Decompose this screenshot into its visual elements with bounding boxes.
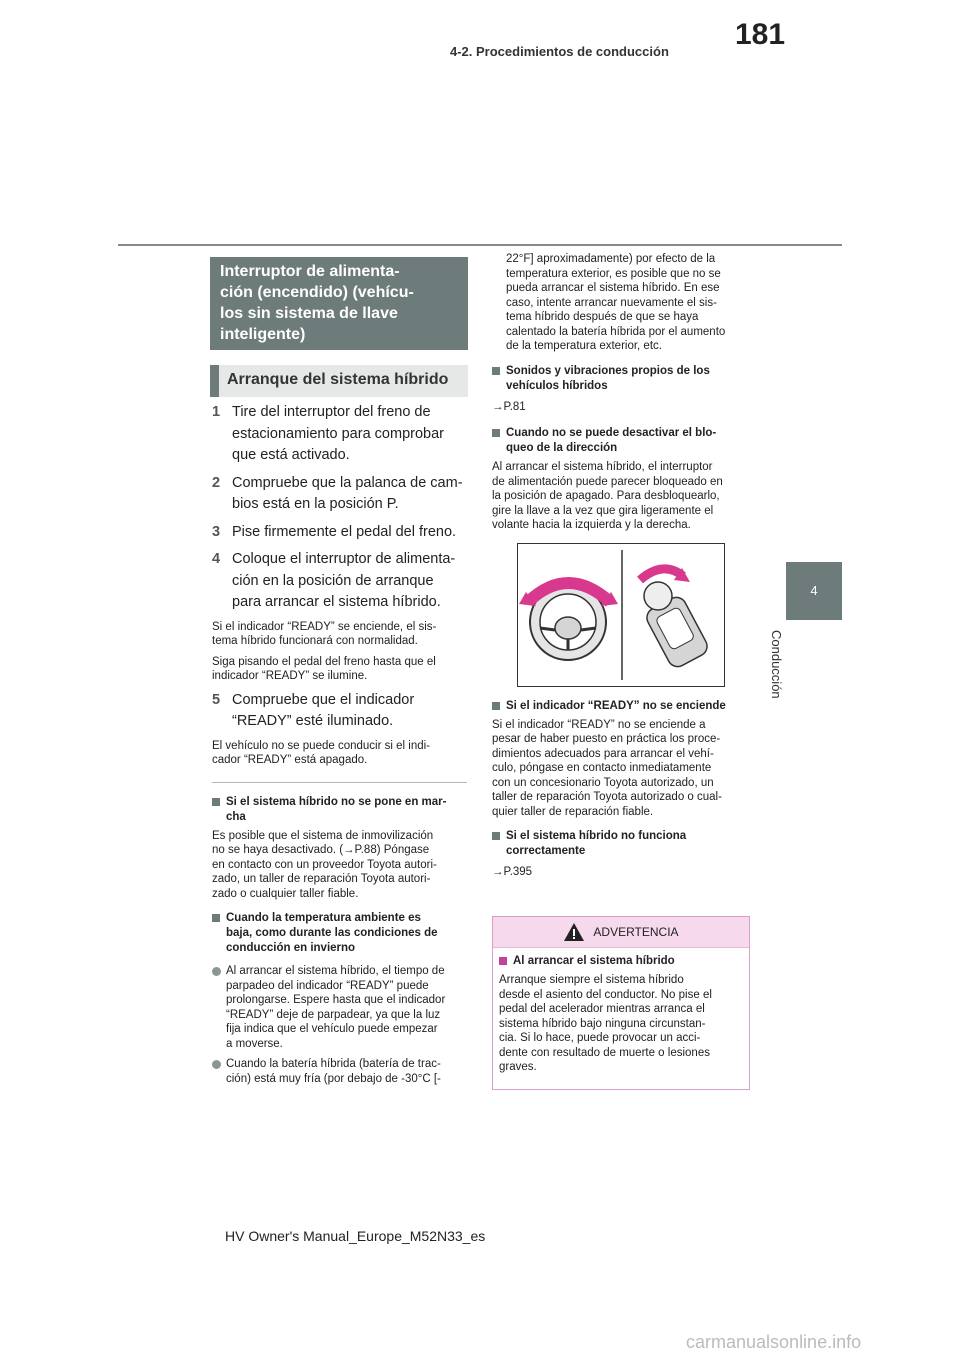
step-text: Compruebe que el indicador: [232, 691, 415, 708]
note-heading: Sonidos y vibraciones propios de los vehículos híbridos: [492, 364, 752, 394]
step-number: 5: [212, 691, 221, 708]
square-bullet-icon: [212, 914, 220, 922]
square-bullet-icon: [212, 798, 220, 806]
warning-header: [493, 917, 749, 948]
bullet-item: Cuando la batería híbrida (batería de trac- ción) está muy fría (por debajo de -30°C [-: [212, 1057, 470, 1086]
note-heading: Si el indicador “READY” no se enciende: [492, 699, 752, 714]
continued-text: 22°F] aproximadamente) por efecto de la temperatura exterior, es posible que no se pueda arrancar el sistema híbrido. En ese caso, intente arrancar nuevamente el sis- tema híbrido después de que se haya calentado la batería híbrida por el aumento de la temperatura exterior, etc.: [506, 253, 726, 352]
note-heading: Cuando no se puede desactivar el blo- queo de la dirección: [492, 426, 752, 456]
step-text: bios está en la posición P.: [232, 496, 399, 512]
step-text: que está activado.: [232, 447, 350, 463]
header-rule: [118, 244, 842, 246]
warning-triangle-icon: [563, 922, 585, 942]
step-number: 3: [212, 523, 221, 540]
note-body: Si el indicador “READY” no se enciende a pesar de haber puesto en práctica los proce- dimientos adecuados para arrancar el vehí- culo, póngase en contacto inmediatamente con un concesionario Toyota autorizado, un taller de reparación Toyota autorizado o cual- quier taller de reparación fiable.: [492, 718, 722, 818]
square-bullet-icon: [499, 957, 507, 965]
step-text: “READY” esté iluminado.: [232, 713, 394, 729]
step-text: Tire del interruptor del freno de: [232, 404, 431, 420]
step-note: El vehículo no se puede conducir si el indi- cador “READY” está apagado.: [212, 739, 430, 766]
step-text: Pise firmemente el pedal del freno.: [232, 523, 457, 540]
divider: [212, 782, 467, 783]
bullet-item: Al arrancar el sistema híbrido, el tiempo de parpadeo del indicador “READY” puede prolongarse. Espere hasta que el indicador “READY” deje de parpadear, ya que la luz fija indica que el vehículo puede empezar a moverse.: [212, 964, 470, 1051]
square-bullet-icon: [492, 367, 500, 375]
illustration-svg: [518, 544, 724, 686]
subsection-title: Arranque del sistema híbrido: [210, 365, 468, 397]
right-column: [492, 252, 752, 886]
note-heading: Si el sistema híbrido no funciona correctamente: [492, 829, 752, 859]
key-icon: [643, 582, 710, 670]
square-bullet-icon: [492, 429, 500, 437]
section-title-box: [210, 257, 468, 350]
warning-heading: Al arrancar el sistema híbrido: [499, 954, 743, 969]
left-column: [212, 402, 470, 1092]
title-line: ción (encendido) (vehícu-: [220, 284, 414, 301]
page-reference[interactable]: →P.81: [492, 400, 526, 413]
step: [212, 402, 470, 467]
square-bullet-icon: [492, 832, 500, 840]
step-note: Siga pisando el pedal del freno hasta que el indicador “READY” se ilumine.: [212, 655, 436, 682]
note-heading: Si el sistema híbrido no se pone en mar- cha: [212, 795, 470, 825]
title-line: Interruptor de alimenta-: [220, 263, 400, 280]
circle-bullet-icon: [212, 1060, 221, 1069]
title-line: inteligente): [220, 326, 306, 343]
chapter-tab: 4: [786, 562, 842, 620]
note-body: Es posible que el sistema de inmovilización no se haya desactivado. (→P.88) Póngase en contacto con un proveedor Toyota autori- zado, un taller de reparación Toyota autori- zado o cualquier taller fiable.: [212, 829, 437, 900]
step-text: para arrancar el sistema híbrido.: [232, 594, 441, 610]
step-number: 2: [212, 474, 221, 491]
warning-title: ADVERTENCIA: [593, 925, 679, 939]
note-heading: Cuando la temperatura ambiente es baja, como durante las condiciones de conducción en invierno: [212, 911, 470, 956]
chapter-label: [769, 630, 810, 710]
step-text: Coloque el interruptor de alimenta-: [232, 551, 456, 567]
title-line: los sin sistema de llave: [220, 305, 398, 322]
page-number: 181: [735, 18, 786, 51]
chapter-label-text: Conducción: [769, 630, 784, 699]
square-bullet-icon: [492, 702, 500, 710]
warning-box: [492, 916, 750, 1090]
watermark: carmanualsonline.info: [686, 1332, 862, 1352]
step-text: Compruebe que la palanca de cam-: [232, 474, 463, 491]
footer-manual-id: HV Owner's Manual_Europe_M52N33_es: [225, 1228, 486, 1244]
step: [212, 690, 470, 733]
step-text: ción en la posición de arranque: [232, 572, 434, 589]
warning-body: [493, 948, 749, 1075]
step: [212, 549, 470, 614]
note-body: Al arrancar el sistema híbrido, el interruptor de alimentación puede parecer bloqueado en la posición de apagado. Para desbloquearlo, gire la llave a la vez que gira ligeramente el volante hacia la izquierda y la derecha.: [492, 461, 723, 531]
page-reference[interactable]: →P.395: [492, 866, 533, 878]
step-number: 1: [212, 404, 221, 420]
section-header: 4-2. Procedimientos de conducción: [450, 44, 669, 59]
step-text: estacionamiento para comprobar: [232, 425, 444, 442]
steering-key-illustration: [517, 543, 725, 687]
step-note: Si el indicador “READY” se enciende, el sis- tema híbrido funcionará con normalidad.: [212, 620, 437, 647]
circle-bullet-icon: [212, 967, 221, 976]
warning-text: Arranque siempre el sistema híbrido desde el asiento del conductor. No pise el pedal del acelerador mientras arranca el sistema híbrido bajo ninguna circunstan- cia. Si lo hace, puede provocar un acci- dente con resultado de muerte o lesiones graves.: [499, 974, 712, 1073]
step: [212, 522, 470, 544]
step-number: 4: [212, 551, 221, 567]
step: [212, 473, 470, 516]
